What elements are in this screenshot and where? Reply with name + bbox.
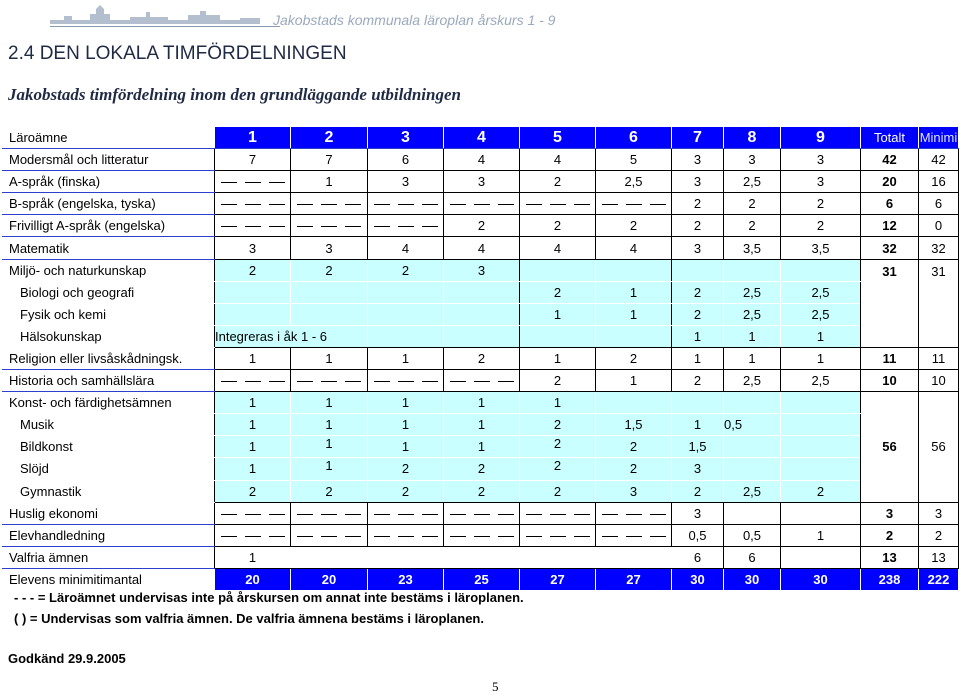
- cell: 2: [444, 215, 520, 237]
- cell: 3: [596, 480, 672, 502]
- cell: 1: [291, 436, 368, 458]
- total-cell: 32: [861, 237, 919, 259]
- grade-5-header: 5: [520, 127, 596, 149]
- cell: 2,5: [781, 303, 861, 325]
- cell: [781, 502, 861, 524]
- cell: 1: [781, 347, 861, 369]
- not-taught-dashes: [444, 502, 520, 524]
- table-row: [3, 436, 959, 458]
- total-cell: 11: [861, 347, 919, 369]
- cell: 2,5: [724, 281, 781, 303]
- cell: [215, 303, 291, 325]
- cell: 3: [291, 237, 368, 259]
- cell: 1,5: [596, 414, 672, 436]
- cell: 1: [215, 347, 291, 369]
- cell: 4: [444, 237, 520, 259]
- cell: [596, 259, 672, 281]
- cell: [724, 392, 781, 414]
- cell: 6: [368, 149, 444, 171]
- cell: [781, 458, 861, 480]
- cell: 2: [781, 480, 861, 502]
- grade-2-header: 2: [291, 127, 368, 149]
- cell: 2,5: [724, 480, 781, 502]
- cell: 3: [672, 502, 724, 524]
- total-cell: 2: [861, 524, 919, 546]
- grade-3-header: 3: [368, 127, 444, 149]
- cell: 1,5: [672, 436, 724, 458]
- cell: 1: [596, 281, 672, 303]
- cell: [291, 303, 368, 325]
- cell: 1: [444, 392, 520, 414]
- cell: 2: [520, 436, 596, 458]
- table-row: [3, 414, 959, 436]
- cell: 2: [596, 347, 672, 369]
- minimum-cell: 16: [919, 171, 959, 193]
- table-row: [3, 325, 959, 347]
- table-row: [3, 193, 959, 215]
- row-label: Huslig ekonomi: [3, 502, 215, 524]
- cell: 1: [781, 325, 861, 347]
- cell: 1: [368, 436, 444, 458]
- row-label: Gymnastik: [3, 480, 215, 502]
- minimum-cell: 222: [919, 568, 959, 590]
- section-title: 2.4 DEN LOKALA TIMFÖRDELNINGEN: [8, 43, 347, 64]
- not-taught-dashes: [291, 193, 368, 215]
- cell: 3: [215, 237, 291, 259]
- not-taught-dashes: [520, 502, 596, 524]
- not-taught-dashes: [368, 524, 444, 546]
- cell: [368, 303, 444, 325]
- approval-date: Godkänd 29.9.2005: [8, 651, 126, 666]
- cell: [444, 325, 520, 347]
- row-label: Frivilligt A-språk (engelska): [3, 215, 215, 237]
- cell: [291, 546, 368, 568]
- grade-1-header: 1: [215, 127, 291, 149]
- cell: [520, 325, 596, 347]
- row-label: A-språk (finska): [3, 171, 215, 193]
- cell: 1: [724, 325, 781, 347]
- table-row: [3, 171, 959, 193]
- cell: 3: [672, 458, 724, 480]
- table-row: [3, 303, 959, 325]
- cell: 2: [596, 436, 672, 458]
- cell: 25: [444, 568, 520, 590]
- total-cell: 31: [861, 259, 919, 347]
- cell: 2,5: [724, 303, 781, 325]
- cell: 20: [215, 568, 291, 590]
- not-taught-dashes: [215, 193, 291, 215]
- cell: 1: [291, 458, 368, 480]
- cell: 2: [520, 171, 596, 193]
- cell: [368, 546, 444, 568]
- row-label: Elevens minimitimantal: [3, 568, 215, 590]
- cell: 1: [215, 392, 291, 414]
- minimum-cell: 6: [919, 193, 959, 215]
- table-row: [3, 502, 959, 524]
- cell: 4: [596, 237, 672, 259]
- cell: 6: [672, 546, 724, 568]
- cell: 3: [672, 237, 724, 259]
- cell: 4: [368, 237, 444, 259]
- cell: 4: [520, 237, 596, 259]
- row-label: Biologi och geografi: [3, 281, 215, 303]
- minimum-cell: 0: [919, 215, 959, 237]
- row-label: Elevhandledning: [3, 524, 215, 546]
- cell: 20: [291, 568, 368, 590]
- cell: [781, 436, 861, 458]
- cell: 2: [672, 303, 724, 325]
- cell: [596, 546, 672, 568]
- total-cell: 13: [861, 546, 919, 568]
- cell: [724, 436, 781, 458]
- minimum-cell: 56: [919, 392, 959, 502]
- total-cell: 238: [861, 568, 919, 590]
- cell: 2,5: [724, 370, 781, 392]
- cell: 2: [672, 193, 724, 215]
- not-taught-dashes: [215, 502, 291, 524]
- table-row: [3, 392, 959, 414]
- cell: 3,5: [781, 237, 861, 259]
- row-label: B-språk (engelska, tyska): [3, 193, 215, 215]
- minimum-header: Minimi: [919, 127, 959, 149]
- cell: [444, 546, 520, 568]
- row-label: Historia och samhällslära: [3, 370, 215, 392]
- cell: 2,5: [724, 171, 781, 193]
- cell: 2: [215, 259, 291, 281]
- skyline-logo: [50, 3, 260, 25]
- cell: 2: [672, 480, 724, 502]
- cell: 1: [291, 414, 368, 436]
- minimum-cell: 11: [919, 347, 959, 369]
- minimum-cell: 3: [919, 502, 959, 524]
- not-taught-dashes: [444, 370, 520, 392]
- table-row: [3, 237, 959, 259]
- row-label: Religion eller livsåskådningsk.: [3, 347, 215, 369]
- header-rule: [50, 26, 280, 27]
- cell: 2: [368, 458, 444, 480]
- cell: 2: [781, 215, 861, 237]
- cell: 2: [520, 370, 596, 392]
- table-row: [3, 524, 959, 546]
- cell: 2: [215, 480, 291, 502]
- total-cell: 12: [861, 215, 919, 237]
- cell: 2: [781, 193, 861, 215]
- cell: 3: [368, 171, 444, 193]
- not-taught-dashes: [520, 524, 596, 546]
- cell: [444, 281, 520, 303]
- row-label: Modersmål och litteratur: [3, 149, 215, 171]
- cell: [368, 281, 444, 303]
- cell: 1: [520, 303, 596, 325]
- cell: 1: [520, 392, 596, 414]
- legend-paren: ( ) = Undervisas som valfria ämnen. De valfria ämnena bestäms i läroplanen.: [14, 611, 484, 626]
- cell: 7: [291, 149, 368, 171]
- not-taught-dashes: [520, 193, 596, 215]
- cell: 2,5: [596, 171, 672, 193]
- not-taught-dashes: [368, 502, 444, 524]
- cell: 30: [672, 568, 724, 590]
- timfordelning-table: [2, 126, 959, 591]
- cell: [520, 259, 596, 281]
- not-taught-dashes: [215, 215, 291, 237]
- row-label: Miljö- och naturkunskap: [3, 259, 215, 281]
- cell: [672, 392, 724, 414]
- cell: 5: [596, 149, 672, 171]
- cell: 2: [596, 215, 672, 237]
- subtitle: Jakobstads timfördelning inom den grundläggande utbildningen: [8, 85, 461, 104]
- row-label: Matematik: [3, 237, 215, 259]
- cell: 2: [368, 480, 444, 502]
- row-label: Hälsokunskap: [3, 325, 215, 347]
- table-row: [3, 480, 959, 502]
- grade-6-header: 6: [596, 127, 672, 149]
- cell: [724, 259, 781, 281]
- cell: [724, 458, 781, 480]
- subject-header: Läroämne: [3, 127, 215, 149]
- cell: 27: [520, 568, 596, 590]
- not-taught-dashes: [291, 215, 368, 237]
- not-taught-dashes: [368, 370, 444, 392]
- cell: 1: [444, 436, 520, 458]
- table-row: [3, 546, 959, 568]
- total-cell: 20: [861, 171, 919, 193]
- cell: [215, 281, 291, 303]
- cell: 1: [672, 325, 724, 347]
- cell: 2: [724, 215, 781, 237]
- not-taught-dashes: [368, 193, 444, 215]
- cell: [672, 259, 724, 281]
- cell: [520, 546, 596, 568]
- total-cell: 56: [861, 392, 919, 502]
- cell: 2: [444, 347, 520, 369]
- cell: 23: [368, 568, 444, 590]
- cell: 1: [215, 546, 291, 568]
- cell: 1: [596, 370, 672, 392]
- cell: 2: [520, 458, 596, 480]
- cell: 2: [291, 480, 368, 502]
- integrated-note: Integreras i åk 1 - 6: [215, 325, 368, 347]
- row-label: Fysik och kemi: [3, 303, 215, 325]
- cell: [781, 259, 861, 281]
- legend-dashes: - - - = Läroämnet undervisas inte på årskursen om annat inte bestäms i läroplanen.: [14, 590, 524, 605]
- table-row: [3, 259, 959, 281]
- cell: [781, 392, 861, 414]
- cell: 1: [368, 347, 444, 369]
- cell: 3,5: [724, 237, 781, 259]
- cell: 1: [781, 524, 861, 546]
- cell: [781, 546, 861, 568]
- not-taught-dashes: [215, 524, 291, 546]
- cell: 3: [672, 149, 724, 171]
- cell: 27: [596, 568, 672, 590]
- cell: 2: [520, 215, 596, 237]
- grade-9-header: 9: [781, 127, 861, 149]
- cell: 1: [291, 392, 368, 414]
- cell: 1: [215, 436, 291, 458]
- cell: 2: [520, 414, 596, 436]
- total-cell: 6: [861, 193, 919, 215]
- cell: 1: [291, 347, 368, 369]
- row-label: Slöjd: [3, 458, 215, 480]
- cell: 2: [672, 281, 724, 303]
- cell: [444, 303, 520, 325]
- cell: 3: [781, 149, 861, 171]
- total-cell: 10: [861, 370, 919, 392]
- grade-8-header: 8: [724, 127, 781, 149]
- cell: 3: [724, 149, 781, 171]
- cell: 2: [672, 370, 724, 392]
- not-taught-dashes: [444, 193, 520, 215]
- row-label: Bildkonst: [3, 436, 215, 458]
- table-row: [3, 347, 959, 369]
- cell: 0,5: [724, 524, 781, 546]
- cell: 6: [724, 546, 781, 568]
- not-taught-dashes: [215, 171, 291, 193]
- cell: [724, 502, 781, 524]
- row-label: Musik: [3, 414, 215, 436]
- cell: 1: [368, 414, 444, 436]
- cell: 1: [596, 303, 672, 325]
- cell: 1: [215, 414, 291, 436]
- cell: [596, 325, 672, 347]
- cell: 3: [444, 259, 520, 281]
- cell: 1: [368, 392, 444, 414]
- running-title: Jakobstads kommunala läroplan årskurs 1 - 9: [273, 12, 556, 28]
- cell: 1: [215, 458, 291, 480]
- minimum-cell: 10: [919, 370, 959, 392]
- cell: 3: [672, 171, 724, 193]
- not-taught-dashes: [596, 193, 672, 215]
- table-row: [3, 281, 959, 303]
- cell: 2: [368, 259, 444, 281]
- cell: 30: [724, 568, 781, 590]
- cell: [368, 325, 444, 347]
- cell: 2: [520, 480, 596, 502]
- row-label: Konst- och färdighetsämnen: [3, 392, 215, 414]
- table-row: [3, 149, 959, 171]
- cell: [781, 414, 861, 436]
- not-taught-dashes: [291, 524, 368, 546]
- cell: 1: [672, 347, 724, 369]
- cell: 2: [291, 259, 368, 281]
- cell: 1: [444, 414, 520, 436]
- grade-4-header: 4: [444, 127, 520, 149]
- not-taught-dashes: [215, 370, 291, 392]
- cell: 2: [596, 458, 672, 480]
- row-label: Valfria ämnen: [3, 546, 215, 568]
- cell: 2: [444, 480, 520, 502]
- not-taught-dashes: [291, 502, 368, 524]
- minimum-cell: 42: [919, 149, 959, 171]
- not-taught-dashes: [291, 370, 368, 392]
- cell: 1: [724, 347, 781, 369]
- cell: 2,5: [781, 281, 861, 303]
- not-taught-dashes: [596, 524, 672, 546]
- minimum-cell: 32: [919, 237, 959, 259]
- cell: 2: [444, 458, 520, 480]
- minimum-cell: 31: [919, 259, 959, 347]
- table-row: [3, 215, 959, 237]
- cell: 7: [215, 149, 291, 171]
- cell: 1: [291, 171, 368, 193]
- cell: 4: [444, 149, 520, 171]
- cell: 3: [781, 171, 861, 193]
- cell: 2: [520, 281, 596, 303]
- not-taught-dashes: [368, 215, 444, 237]
- not-taught-dashes: [444, 524, 520, 546]
- table-row: [3, 458, 959, 480]
- total-cell: 42: [861, 149, 919, 171]
- cell: 4: [520, 149, 596, 171]
- minimum-cell: 2: [919, 524, 959, 546]
- page-number: 5: [492, 679, 499, 694]
- cell: [291, 281, 368, 303]
- header-row: [3, 127, 959, 149]
- minimum-cell: 13: [919, 546, 959, 568]
- cell: 2,5: [781, 370, 861, 392]
- cell: 1: [520, 347, 596, 369]
- cell: 0,5: [724, 414, 781, 436]
- total-row: [3, 568, 959, 590]
- cell: 0,5: [672, 524, 724, 546]
- cell: 1: [672, 414, 724, 436]
- cell: [596, 392, 672, 414]
- total-header: Totalt: [861, 127, 919, 149]
- cell: 30: [781, 568, 861, 590]
- cell: 3: [444, 171, 520, 193]
- cell: 2: [724, 193, 781, 215]
- total-cell: 3: [861, 502, 919, 524]
- not-taught-dashes: [596, 502, 672, 524]
- grade-7-header: 7: [672, 127, 724, 149]
- table-row: [3, 370, 959, 392]
- cell: 2: [672, 215, 724, 237]
